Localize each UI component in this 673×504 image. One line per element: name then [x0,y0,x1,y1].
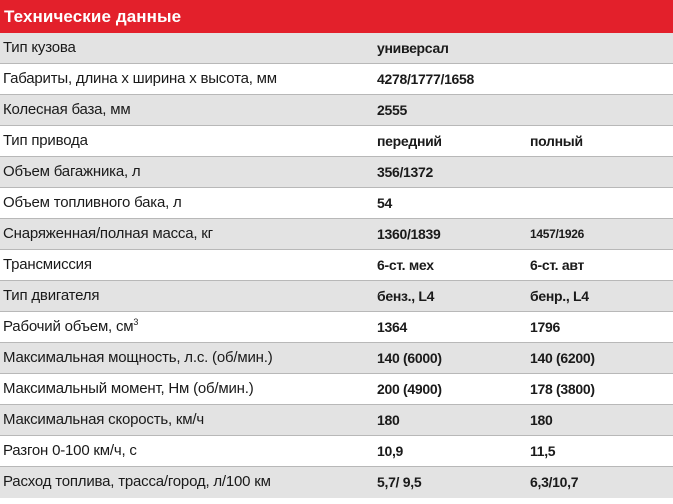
row-label: Снаряженная/полная масса, кг [3,225,213,242]
row-value-awd: 6-ст. авт [530,257,585,273]
row-label: Расход топлива, трасса/город, л/100 км [3,473,271,490]
row-label: Максимальная мощность, л.с. (об/мин.) [3,349,273,366]
table-body [0,33,673,498]
row-value-front: 1364 [377,319,407,335]
table-row [0,312,673,343]
table-row [0,33,673,64]
row-value-awd: бенр., L4 [530,288,589,304]
row-value-front: 1360/1839 [377,226,441,242]
row-label [3,312,138,342]
table-row [0,95,673,126]
table-row [0,436,673,467]
row-label: Разгон 0-100 км/ч, с [3,442,137,459]
table-row [0,281,673,312]
row-value-front: 2555 [377,102,407,118]
row-label: Габариты, длина х ширина х высота, мм [3,70,277,87]
table-row [0,343,673,374]
row-value-front: 5,7/ 9,5 [377,474,422,490]
row-value-awd: 11,5 [530,443,556,459]
row-value-awd: 180 [530,412,553,428]
row-value-awd: 1796 [530,319,560,335]
row-label: Тип кузова [3,39,76,56]
row-label: Объем багажника, л [3,163,141,180]
row-value-front: 10,9 [377,443,404,459]
row-value-front: 4278/1777/1658 [377,71,475,87]
row-value-front: 356/1372 [377,164,433,180]
table-row [0,157,673,188]
row-label: Объем топливного бака, л [3,194,182,211]
table-row [0,405,673,436]
row-value-front: бенз., L4 [377,288,435,304]
row-value-front: 200 (4900) [377,381,442,397]
row-value-front: универсал [377,40,449,56]
row-label: Тип привода [3,132,88,149]
table-header [0,0,673,33]
table-row [0,188,673,219]
row-value-awd: 140 (6200) [530,350,595,366]
table-row [0,64,673,95]
row-value-front: 54 [377,195,392,211]
row-value-front: 6-ст. мех [377,257,434,273]
row-value-awd: 1457/1926 [530,227,585,241]
table-title: Технические данные [4,6,182,26]
table-row [0,219,673,250]
unit-superscript: 3 [133,317,139,327]
row-label-text: Рабочий объем, см [3,318,134,335]
row-value-awd: 6,3/10,7 [530,474,579,490]
row-label: Максимальная скорость, км/ч [3,411,204,428]
row-label: Тип двигателя [3,287,100,304]
row-label: Максимальный момент, Нм (об/мин.) [3,380,254,397]
table-row [0,126,673,157]
row-value-front: 180 [377,412,400,428]
row-label: Колесная база, мм [3,101,131,118]
row-value-front: передний [377,133,442,149]
table-row [0,250,673,281]
table-row [0,467,673,498]
row-value-awd: полный [530,133,583,149]
row-label: Трансмиссия [3,256,92,273]
table-row [0,374,673,405]
row-value-awd: 178 (3800) [530,381,595,397]
row-value-front: 140 (6000) [377,350,442,366]
